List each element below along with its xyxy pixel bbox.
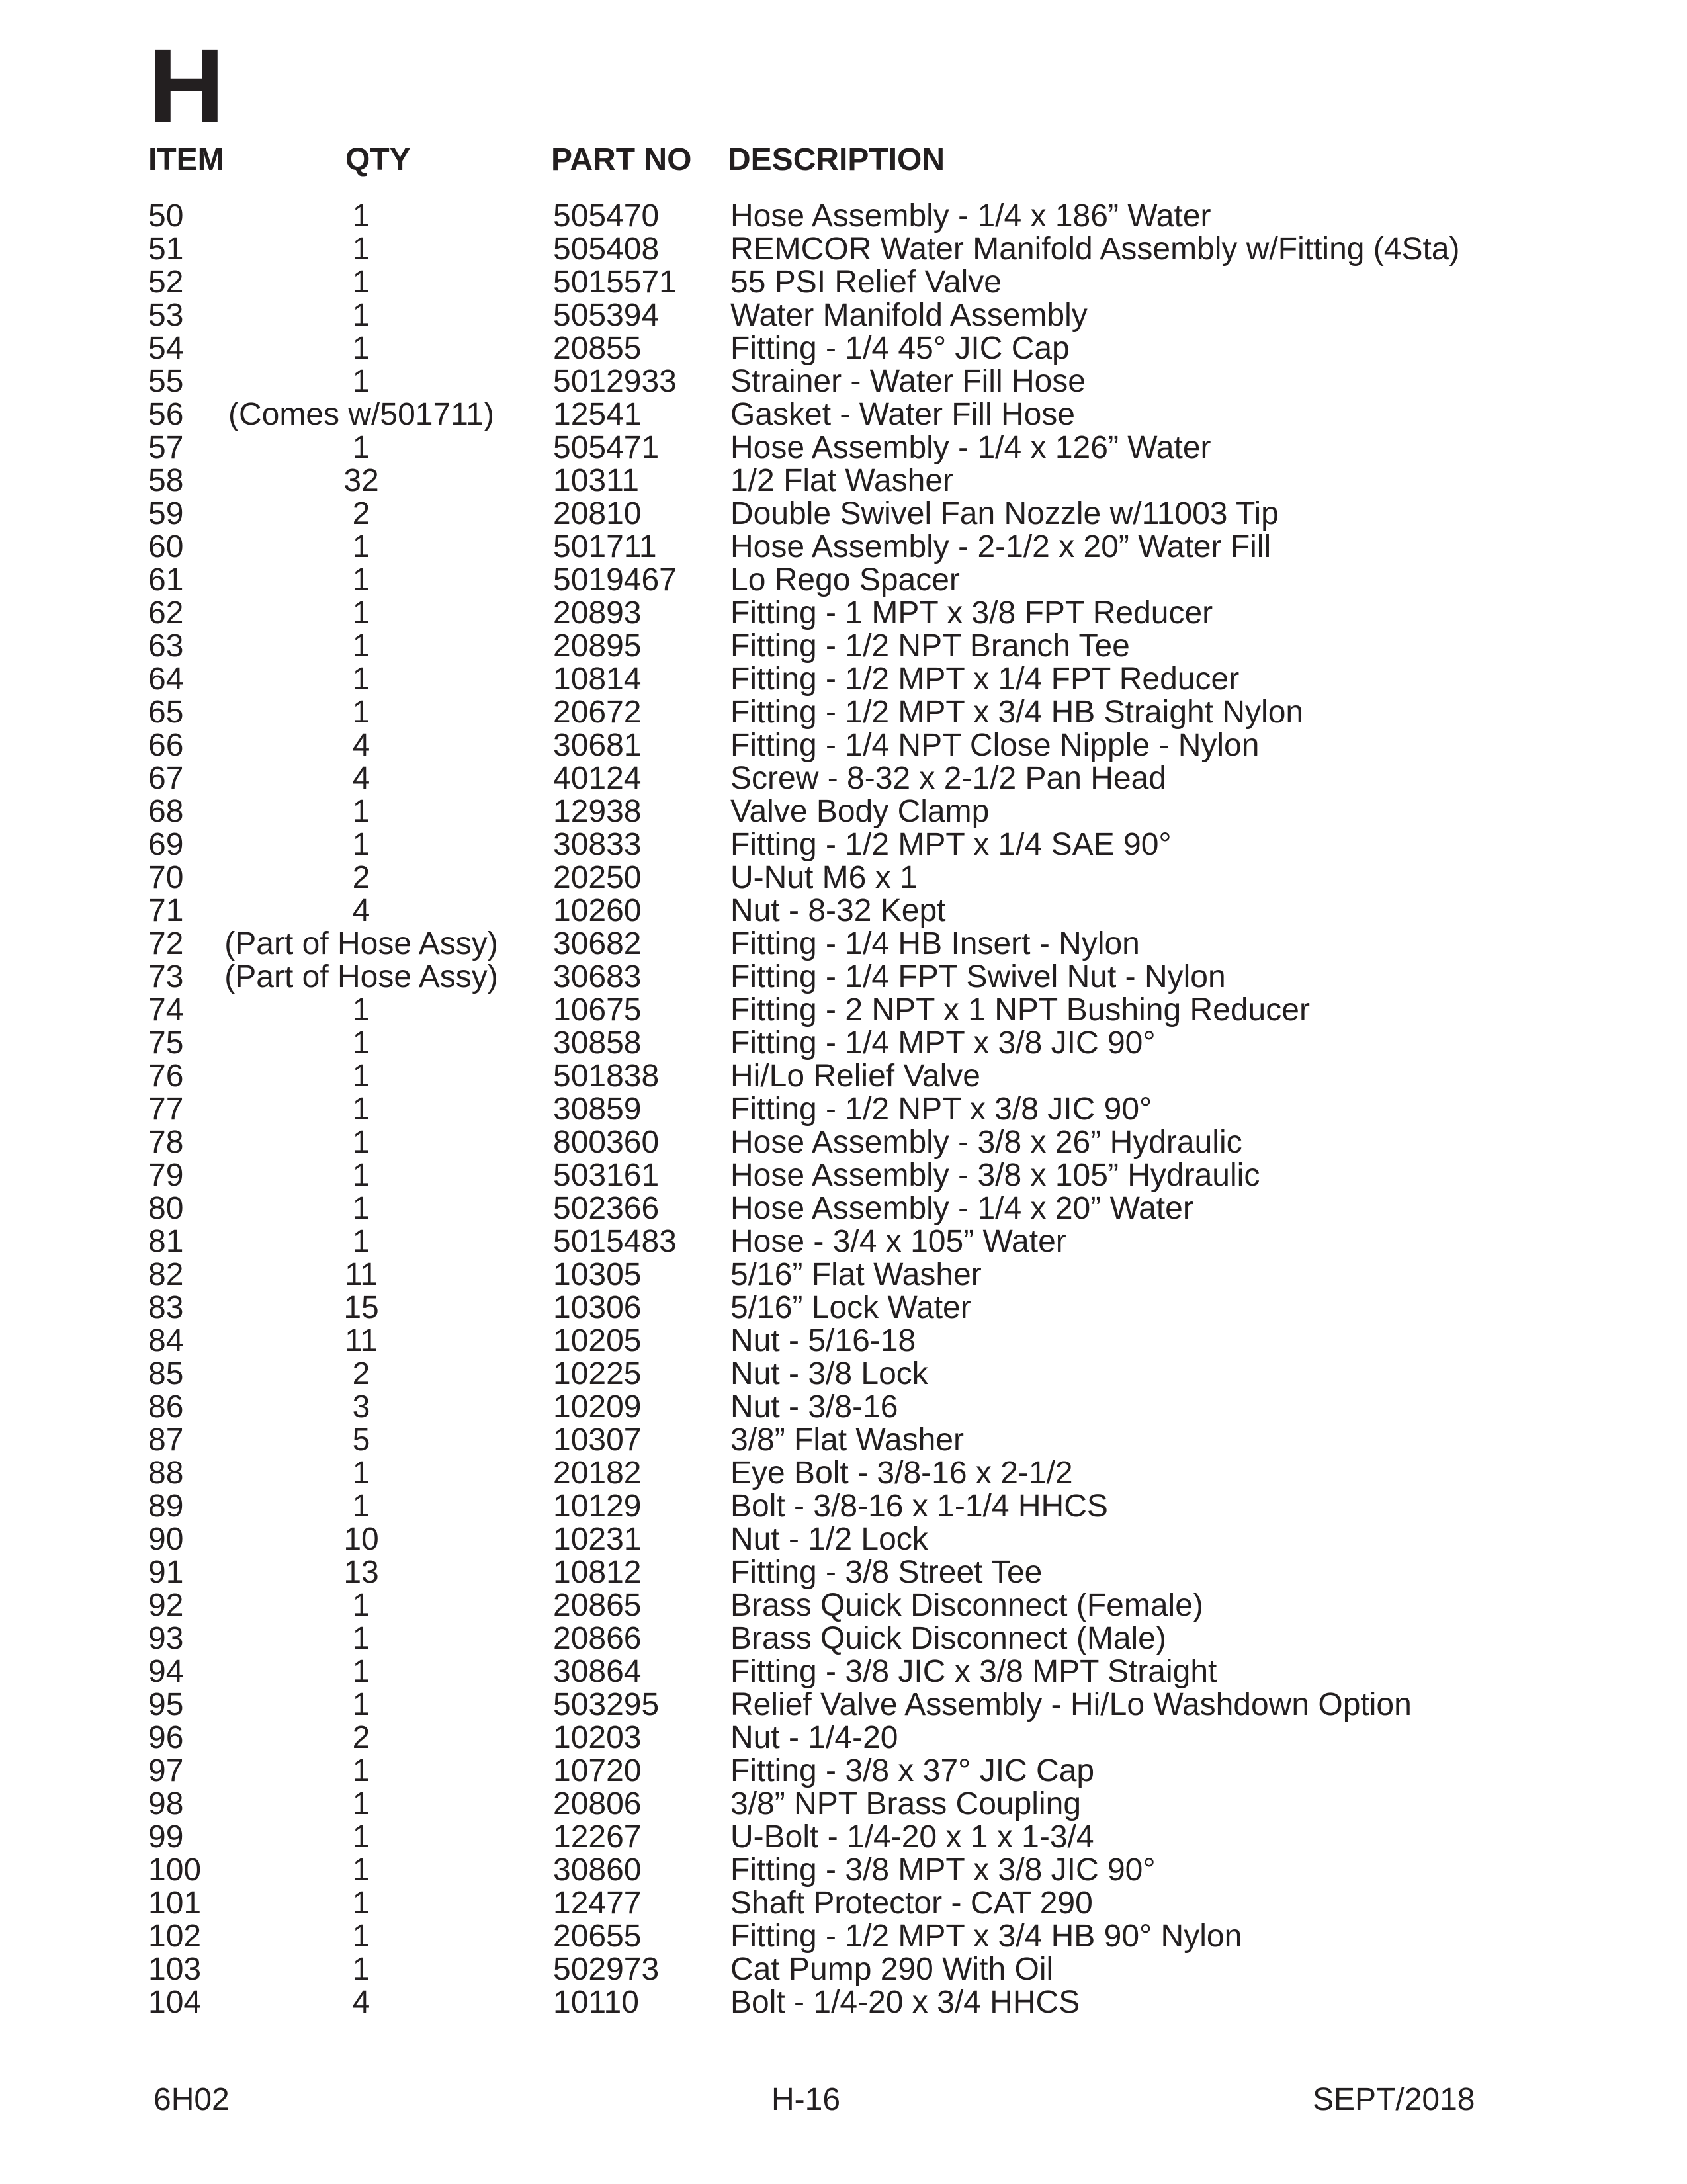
part-number: 20655 (553, 1919, 642, 1954)
quantity: 1 (352, 562, 370, 597)
part-description: Shaft Protector - CAT 290 (730, 1886, 1093, 1921)
table-row (0, 1953, 1687, 1986)
part-number: 20893 (553, 595, 642, 631)
part-number: 503161 (553, 1158, 660, 1193)
item-number: 86 (148, 1389, 184, 1424)
part-description: Fitting - 2 NPT x 1 NPT Bushing Reducer (730, 992, 1310, 1027)
part-number: 503295 (553, 1687, 660, 1722)
quantity: 1 (352, 1456, 370, 1491)
table-row (0, 1920, 1687, 1953)
table-row (0, 1391, 1687, 1424)
part-number: 501838 (553, 1059, 660, 1094)
part-number: 10306 (553, 1290, 642, 1325)
part-description: Fitting - 1/2 MPT x 1/4 FPT Reducer (730, 662, 1240, 697)
item-number: 65 (148, 695, 184, 730)
table-row (0, 1325, 1687, 1358)
quantity: (Part of Hose Assy) (224, 926, 498, 961)
quantity: 10 (343, 1522, 379, 1557)
table-row (0, 1093, 1687, 1126)
part-number: 5015571 (553, 265, 677, 300)
item-number: 97 (148, 1753, 184, 1788)
part-description: Gasket - Water Fill Hose (730, 397, 1075, 432)
item-number: 72 (148, 926, 184, 961)
part-description: Hi/Lo Relief Valve (730, 1059, 980, 1094)
item-number: 67 (148, 761, 184, 796)
part-number: 20806 (553, 1786, 642, 1821)
table-row (0, 1887, 1687, 1920)
part-description: Nut - 5/16-18 (730, 1323, 916, 1358)
item-number: 82 (148, 1257, 184, 1292)
part-description: Bolt - 3/8-16 x 1-1/4 HHCS (730, 1489, 1108, 1524)
part-number: 10675 (553, 992, 642, 1027)
quantity: 1 (352, 662, 370, 697)
quantity: 1 (352, 1952, 370, 1987)
item-number: 75 (148, 1026, 184, 1061)
table-row (0, 332, 1687, 365)
footer-doc-code: 6H02 (153, 2082, 230, 2117)
quantity: 2 (352, 496, 370, 531)
quantity: 1 (352, 1158, 370, 1193)
part-description: Eye Bolt - 3/8-16 x 2-1/2 (730, 1456, 1073, 1491)
quantity: 1 (352, 1621, 370, 1656)
table-row (0, 861, 1687, 895)
quantity: 1 (352, 695, 370, 730)
quantity: 1 (352, 1059, 370, 1094)
quantity: 1 (352, 1588, 370, 1623)
part-number: 5015483 (553, 1224, 677, 1259)
quantity: 3 (352, 1389, 370, 1424)
part-description: Fitting - 1/2 NPT x 3/8 JIC 90° (730, 1092, 1152, 1127)
item-number: 96 (148, 1720, 184, 1755)
quantity: 4 (352, 761, 370, 796)
quantity: 1 (352, 232, 370, 267)
table-row (0, 994, 1687, 1027)
part-number: 10225 (553, 1356, 642, 1391)
column-header-part-no: PART NO (551, 142, 692, 177)
table-row (0, 1523, 1687, 1556)
quantity: 11 (345, 1257, 378, 1292)
table-row (0, 1622, 1687, 1655)
quantity: 1 (352, 1753, 370, 1788)
part-number: 10231 (553, 1522, 642, 1557)
table-row (0, 431, 1687, 464)
part-description: REMCOR Water Manifold Assembly w/Fitting (4Sta) (730, 232, 1460, 267)
part-description: Hose Assembly - 1/4 x 20” Water (730, 1191, 1193, 1226)
table-row (0, 597, 1687, 630)
part-number: 800360 (553, 1125, 660, 1160)
part-number: 501711 (553, 529, 657, 564)
table-header (0, 142, 1687, 181)
quantity: 1 (352, 430, 370, 465)
part-description: 3/8” NPT Brass Coupling (730, 1786, 1082, 1821)
item-number: 59 (148, 496, 184, 531)
part-description: Hose Assembly - 3/8 x 105” Hydraulic (730, 1158, 1260, 1193)
table-row (0, 1556, 1687, 1589)
item-number: 52 (148, 265, 184, 300)
part-description: Cat Pump 290 With Oil (730, 1952, 1054, 1987)
item-number: 54 (148, 331, 184, 366)
quantity: 1 (352, 1224, 370, 1259)
table-row (0, 1358, 1687, 1391)
quantity: 1 (352, 364, 370, 399)
part-number: 12267 (553, 1819, 642, 1855)
part-description: Fitting - 3/8 JIC x 3/8 MPT Straight (730, 1654, 1217, 1689)
part-description: Fitting - 1/4 MPT x 3/8 JIC 90° (730, 1026, 1156, 1061)
part-description: Fitting - 1/2 MPT x 3/4 HB 90° Nylon (730, 1919, 1242, 1954)
part-description: U-Bolt - 1/4-20 x 1 x 1-3/4 (730, 1819, 1094, 1855)
table-row (0, 1258, 1687, 1291)
quantity: 1 (352, 1886, 370, 1921)
part-description: Fitting - 1/2 NPT Branch Tee (730, 629, 1130, 664)
part-number: 20895 (553, 629, 642, 664)
column-header-description: DESCRIPTION (728, 142, 945, 177)
table-row (0, 828, 1687, 861)
table-row (0, 1688, 1687, 1722)
part-number: 10129 (553, 1489, 642, 1524)
item-number: 79 (148, 1158, 184, 1193)
part-number: 30682 (553, 926, 642, 961)
part-number: 10311 (553, 463, 639, 498)
item-number: 85 (148, 1356, 184, 1391)
part-description: Nut - 3/8 Lock (730, 1356, 928, 1391)
item-number: 90 (148, 1522, 184, 1557)
item-number: 74 (148, 992, 184, 1027)
part-number: 505394 (553, 298, 660, 333)
column-header-qty: QTY (345, 142, 411, 177)
quantity: 1 (352, 1819, 370, 1855)
part-number: 10260 (553, 893, 642, 928)
part-number: 20672 (553, 695, 642, 730)
quantity: 1 (352, 331, 370, 366)
table-row (0, 1986, 1687, 2019)
part-number: 10110 (553, 1985, 639, 2020)
table-row (0, 1589, 1687, 1622)
part-number: 30858 (553, 1026, 642, 1061)
table-row (0, 1457, 1687, 1490)
item-number: 84 (148, 1323, 184, 1358)
item-number: 60 (148, 529, 184, 564)
quantity: 2 (352, 1356, 370, 1391)
quantity: 11 (345, 1323, 378, 1358)
part-number: 20250 (553, 860, 642, 895)
item-number: 103 (148, 1952, 202, 1987)
quantity: 1 (352, 529, 370, 564)
table-row (0, 299, 1687, 332)
quantity: 1 (352, 595, 370, 631)
part-number: 20182 (553, 1456, 642, 1491)
part-description: 55 PSI Relief Valve (730, 265, 1002, 300)
item-number: 56 (148, 397, 184, 432)
table-row (0, 1788, 1687, 1821)
quantity: 13 (343, 1555, 379, 1590)
part-number: 20855 (553, 331, 642, 366)
part-number: 30833 (553, 827, 642, 862)
item-number: 95 (148, 1687, 184, 1722)
quantity: 1 (352, 1919, 370, 1954)
quantity: 1 (352, 1786, 370, 1821)
part-description: Fitting - 1/4 FPT Swivel Nut - Nylon (730, 959, 1226, 994)
table-row (0, 1424, 1687, 1457)
part-description: Fitting - 1/4 HB Insert - Nylon (730, 926, 1140, 961)
part-number: 10307 (553, 1422, 642, 1458)
table-row (0, 1027, 1687, 1060)
item-number: 61 (148, 562, 184, 597)
table-row (0, 531, 1687, 564)
quantity: 1 (352, 1853, 370, 1888)
quantity: 1 (352, 298, 370, 333)
part-description: Fitting - 3/8 x 37° JIC Cap (730, 1753, 1095, 1788)
part-number: 30683 (553, 959, 642, 994)
part-description: Fitting - 1/2 MPT x 3/4 HB Straight Nylon (730, 695, 1304, 730)
item-number: 76 (148, 1059, 184, 1094)
part-number: 30859 (553, 1092, 642, 1127)
part-description: Lo Rego Spacer (730, 562, 960, 597)
part-description: 5/16” Flat Washer (730, 1257, 982, 1292)
part-number: 20865 (553, 1588, 642, 1623)
item-number: 68 (148, 794, 184, 829)
item-number: 94 (148, 1654, 184, 1689)
item-number: 81 (148, 1224, 184, 1259)
part-description: Hose Assembly - 3/8 x 26” Hydraulic (730, 1125, 1242, 1160)
quantity: 4 (352, 1985, 370, 2020)
part-description: Screw - 8-32 x 2-1/2 Pan Head (730, 761, 1166, 796)
table-row (0, 1755, 1687, 1788)
quantity: 1 (352, 198, 370, 234)
table-row (0, 1060, 1687, 1093)
item-number: 63 (148, 629, 184, 664)
item-number: 91 (148, 1555, 184, 1590)
part-description: Hose Assembly - 1/4 x 126” Water (730, 430, 1211, 465)
part-description: Fitting - 1/2 MPT x 1/4 SAE 90° (730, 827, 1172, 862)
item-number: 92 (148, 1588, 184, 1623)
table-row (0, 266, 1687, 299)
quantity: 32 (343, 463, 379, 498)
item-number: 93 (148, 1621, 184, 1656)
quantity: (Comes w/501711) (228, 397, 494, 432)
part-description: Hose Assembly - 2-1/2 x 20” Water Fill (730, 529, 1272, 564)
item-number: 104 (148, 1985, 202, 2020)
item-number: 80 (148, 1191, 184, 1226)
item-number: 83 (148, 1290, 184, 1325)
page-footer (0, 2081, 1687, 2121)
table-row (0, 1159, 1687, 1192)
part-number: 5019467 (553, 562, 677, 597)
part-number: 20810 (553, 496, 642, 531)
item-number: 51 (148, 232, 184, 267)
quantity: 1 (352, 265, 370, 300)
part-description: Hose - 3/4 x 105” Water (730, 1224, 1066, 1259)
part-number: 10812 (553, 1555, 642, 1590)
table-row (0, 1126, 1687, 1159)
item-number: 73 (148, 959, 184, 994)
quantity: 4 (352, 728, 370, 763)
item-number: 77 (148, 1092, 184, 1127)
quantity: 4 (352, 893, 370, 928)
quantity: 2 (352, 1720, 370, 1755)
item-number: 70 (148, 860, 184, 895)
item-number: 101 (148, 1886, 202, 1921)
table-row (0, 564, 1687, 597)
part-number: 12938 (553, 794, 642, 829)
quantity: 5 (352, 1422, 370, 1458)
part-description: Double Swivel Fan Nozzle w/11003 Tip (730, 496, 1279, 531)
part-number: 505471 (553, 430, 660, 465)
item-number: 89 (148, 1489, 184, 1524)
quantity: 15 (343, 1290, 379, 1325)
part-description: Strainer - Water Fill Hose (730, 364, 1086, 399)
item-number: 102 (148, 1919, 202, 1954)
part-number: 10209 (553, 1389, 642, 1424)
table-row (0, 795, 1687, 828)
item-number: 69 (148, 827, 184, 862)
quantity: 1 (352, 1092, 370, 1127)
part-number: 505408 (553, 232, 660, 267)
part-description: Fitting - 1/4 NPT Close Nipple - Nylon (730, 728, 1260, 763)
table-row (0, 1854, 1687, 1887)
item-number: 88 (148, 1456, 184, 1491)
part-number: 12541 (553, 397, 642, 432)
quantity: 1 (352, 992, 370, 1027)
table-row (0, 696, 1687, 729)
part-number: 20866 (553, 1621, 642, 1656)
part-number: 10305 (553, 1257, 642, 1292)
part-description: Nut - 3/8-16 (730, 1389, 898, 1424)
part-description: Fitting - 3/8 MPT x 3/8 JIC 90° (730, 1853, 1156, 1888)
item-number: 50 (148, 198, 184, 234)
part-description: Nut - 8-32 Kept (730, 893, 946, 928)
section-letter: H (148, 26, 224, 145)
part-number: 30681 (553, 728, 642, 763)
table-row (0, 729, 1687, 762)
part-number: 505470 (553, 198, 660, 234)
part-description: 1/2 Flat Washer (730, 463, 954, 498)
footer-page-number: H-16 (771, 2082, 841, 2117)
table-row (0, 1490, 1687, 1523)
table-row (0, 663, 1687, 696)
part-number: 30864 (553, 1654, 642, 1689)
table-row (0, 1722, 1687, 1755)
item-number: 55 (148, 364, 184, 399)
footer-date: SEPT/2018 (1313, 2082, 1475, 2117)
quantity: 1 (352, 794, 370, 829)
part-number: 10720 (553, 1753, 642, 1788)
table-row (0, 200, 1687, 233)
quantity: 1 (352, 1489, 370, 1524)
table-row (0, 961, 1687, 994)
quantity: 1 (352, 1654, 370, 1689)
quantity: 1 (352, 1026, 370, 1061)
table-row (0, 1655, 1687, 1688)
part-number: 5012933 (553, 364, 677, 399)
part-description: Water Manifold Assembly (730, 298, 1088, 333)
table-row (0, 233, 1687, 266)
part-description: Valve Body Clamp (730, 794, 990, 829)
table-row (0, 1821, 1687, 1854)
item-number: 71 (148, 893, 184, 928)
quantity: 1 (352, 1687, 370, 1722)
item-number: 66 (148, 728, 184, 763)
item-number: 57 (148, 430, 184, 465)
table-row (0, 1192, 1687, 1225)
part-description: Hose Assembly - 1/4 x 186” Water (730, 198, 1211, 234)
table-row (0, 464, 1687, 498)
part-description: Fitting - 3/8 Street Tee (730, 1555, 1043, 1590)
part-number: 12477 (553, 1886, 642, 1921)
part-description: Nut - 1/4-20 (730, 1720, 898, 1755)
item-number: 62 (148, 595, 184, 631)
table-row (0, 365, 1687, 398)
quantity: 1 (352, 1191, 370, 1226)
table-row (0, 762, 1687, 795)
table-row (0, 895, 1687, 928)
part-number: 10814 (553, 662, 642, 697)
part-number: 10203 (553, 1720, 642, 1755)
part-description: 5/16” Lock Water (730, 1290, 971, 1325)
part-description: 3/8” Flat Washer (730, 1422, 964, 1458)
item-number: 99 (148, 1819, 184, 1855)
table-row (0, 630, 1687, 663)
quantity: (Part of Hose Assy) (224, 959, 498, 994)
parts-table (0, 200, 1687, 2019)
item-number: 64 (148, 662, 184, 697)
item-number: 87 (148, 1422, 184, 1458)
quantity: 1 (352, 629, 370, 664)
quantity: 1 (352, 1125, 370, 1160)
part-description: Fitting - 1 MPT x 3/8 FPT Reducer (730, 595, 1213, 631)
part-number: 40124 (553, 761, 642, 796)
part-description: Relief Valve Assembly - Hi/Lo Washdown Option (730, 1687, 1412, 1722)
table-row (0, 398, 1687, 431)
item-number: 58 (148, 463, 184, 498)
part-number: 10205 (553, 1323, 642, 1358)
part-description: Brass Quick Disconnect (Female) (730, 1588, 1203, 1623)
item-number: 100 (148, 1853, 202, 1888)
table-row (0, 1291, 1687, 1325)
part-description: Fitting - 1/4 45° JIC Cap (730, 331, 1070, 366)
part-description: U-Nut M6 x 1 (730, 860, 918, 895)
part-description: Nut - 1/2 Lock (730, 1522, 928, 1557)
item-number: 53 (148, 298, 184, 333)
quantity: 2 (352, 860, 370, 895)
part-description: Brass Quick Disconnect (Male) (730, 1621, 1166, 1656)
item-number: 78 (148, 1125, 184, 1160)
item-number: 98 (148, 1786, 184, 1821)
part-number: 502366 (553, 1191, 660, 1226)
table-row (0, 498, 1687, 531)
quantity: 1 (352, 827, 370, 862)
part-number: 30860 (553, 1853, 642, 1888)
table-row (0, 1225, 1687, 1258)
part-number: 502973 (553, 1952, 660, 1987)
column-header-item: ITEM (148, 142, 224, 177)
part-description: Bolt - 1/4-20 x 3/4 HHCS (730, 1985, 1080, 2020)
table-row (0, 928, 1687, 961)
